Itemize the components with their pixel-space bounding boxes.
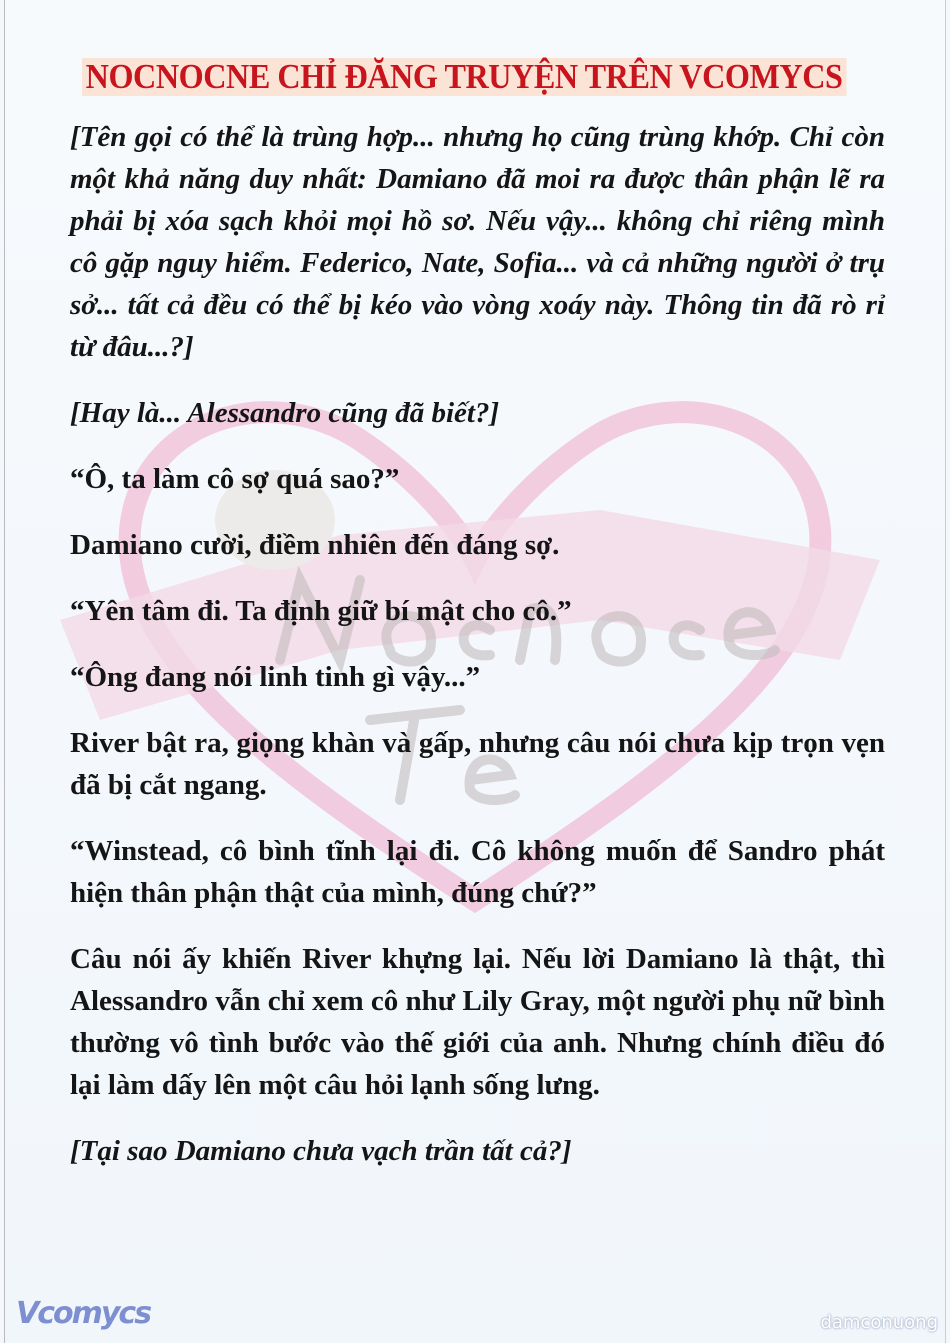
paragraph-dialogue-2: “Yên tâm đi. Ta định giữ bí mật cho cô.” [70, 595, 572, 627]
story-text [70, 116, 885, 1196]
paragraph-narration-2: River bật ra, giọng khàn và gấp, nhưng câu nói chưa kịp trọn vẹn đã bị cắt ngang. [70, 727, 885, 801]
paragraph-narration-3: Câu nói ấy khiến River khựng lại. Nếu lời Damiano là thật, thì Alessandro vẫn chỉ xem cô như Lily Gray, một người phụ nữ bình thường vô tình bước vào thế giới của anh. Nhưng chính điều đó lại làm dấy lên một câu hỏi lạnh sống lưng. [70, 943, 885, 1101]
paragraph-thought-3: [Tại sao Damiano chưa vạch trần tất cả?] [70, 1135, 572, 1167]
paragraph-narration-1: Damiano cười, điềm nhiên đến đáng sợ. [70, 529, 560, 561]
paragraph-thought-2: [Hay là... Alessandro cũng đã biết?] [70, 397, 500, 429]
paragraph-thought-1: [Tên gọi có thể là trùng hợp... nhưng họ cũng trùng khớp. Chỉ còn một khả năng duy nhất: Damiano đã moi ra được thân phận lẽ ra phải bị xóa sạch khỏi mọi hồ sơ. Nếu vậy... không chỉ riêng mình cô gặp nguy hiểm. Federico, Nate, Sofia... và cả những người ở trụ sở... tất cả đều có thể bị kéo vào vòng xoáy này. Thông tin đã rò rỉ từ đâu...?] [70, 121, 885, 363]
credit-watermark: damconuong [820, 1312, 938, 1333]
vcomycs-logo: Vcomycs [16, 1296, 151, 1331]
paragraph-dialogue-4: “Winstead, cô bình tĩnh lại đi. Cô không muốn để Sandro phát hiện thân phận thật của mình, đúng chứ?” [70, 835, 885, 909]
notice-banner: NOCNOCNE CHỈ ĐĂNG TRUYỆN TRÊN VCOMYCS [82, 58, 846, 96]
paragraph-dialogue-1: “Ô, ta làm cô sợ quá sao?” [70, 463, 400, 495]
paragraph-dialogue-3: “Ông đang nói linh tinh gì vậy...” [70, 661, 481, 693]
